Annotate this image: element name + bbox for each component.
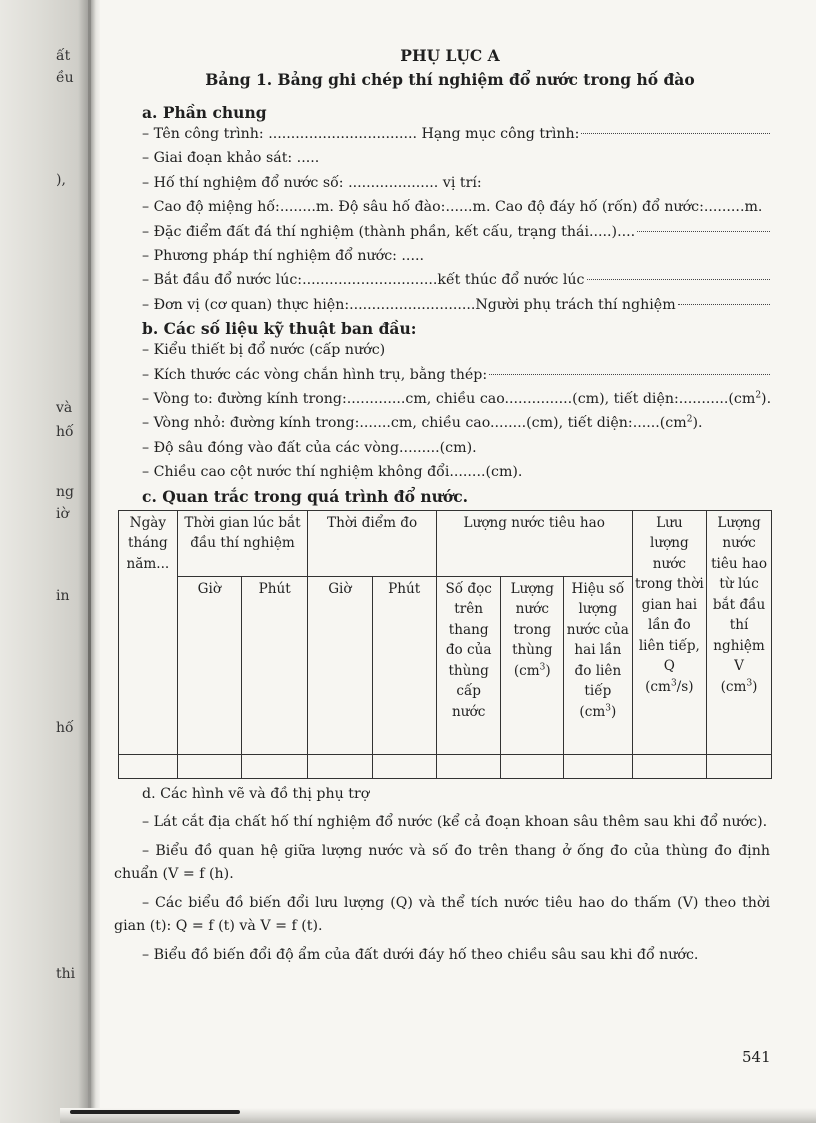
section-a-heading: a. Phần chung: [142, 103, 267, 122]
header-minute: Phút: [241, 576, 307, 754]
header-flow: Lưu lượng nước trong thời gian hai lần đo liên tiếp, Q $(cm^3/s)$: [632, 510, 707, 754]
page-bottom-edge: [70, 1110, 240, 1114]
large-ring-line: – Vòng to: đường kính trong:.............cm, chiều cao...............(cm), tiết $diện:...........(cm^2)$.: [142, 390, 772, 408]
margin-fragment: hố: [56, 424, 74, 440]
margin-fragment: ất: [56, 48, 71, 64]
margin-fragment: hố: [56, 720, 74, 736]
margin-fragment: ng: [56, 484, 74, 500]
header-hour: Giờ: [177, 576, 241, 754]
ring-size-line: – Kích thước các vòng chắn hình trụ, bằng thép:: [142, 363, 772, 387]
header-total: Lượng nước tiêu hao từ lúc bắt đầu thí nghiệm V $(cm^3)$: [707, 510, 772, 754]
margin-fragment: in: [56, 588, 70, 604]
header-hour-2: Giờ: [308, 576, 372, 754]
header-minute-2: Phút: [372, 576, 436, 754]
header-tank-amount: Lượng nước trong thùng $(cm^3)$: [501, 576, 564, 754]
page-number: 541: [742, 1048, 771, 1066]
soil-characteristics-line: – Đặc điểm đất đá thí nghiệm (thành phần, kết cấu, trạng thái.....)....: [142, 220, 772, 244]
table-row: [119, 754, 772, 778]
appendix-title: PHỤ LỤC A: [400, 46, 500, 65]
section-b-heading: b. Các số liệu kỹ thuật ban đầu:: [142, 319, 417, 339]
margin-fragment: thi: [56, 966, 76, 982]
table-title: Bảng 1. Bảng ghi chép thí nghiệm đổ nước trong hố đào: [205, 70, 695, 89]
header-consumption: Lượng nước tiêu hao: [436, 510, 632, 576]
elevation-line: – Cao độ miệng hố:........m. Độ sâu hố đào:......m. Cao độ đáy hố (rốn) đổ nước:.........m.: [142, 199, 763, 216]
small-ring-line: – Vòng nhỏ: đường kính trong:.......cm, chiều cao........(cm), tiết $diện:......(cm^2)$.: [142, 414, 703, 432]
ring-depth-line: – Độ sâu đóng vào đất của các vòng.........(cm).: [142, 439, 477, 456]
test-pit-line: – Hố thí nghiệm đổ nước số: .................... vị trí:: [142, 174, 482, 191]
margin-fragment: iờ: [56, 506, 69, 522]
header-date: Ngày tháng năm...: [119, 510, 178, 754]
book-gutter: [0, 0, 100, 1123]
margin-fragment: ),: [56, 172, 66, 188]
equipment-type-line: – Kiểu thiết bị đổ nước (cấp nước): [142, 342, 386, 359]
margin-fragment: và: [56, 400, 73, 416]
section-d-heading: d. Các hình vẽ và đồ thị phụ trợ: [142, 785, 370, 802]
figure-item-1: – Lát cắt địa chất hố thí nghiệm đổ nước (kể cả đoạn khoan sâu thêm sau khi đổ nước).: [142, 813, 768, 830]
gutter-shadow: [88, 0, 91, 1123]
section-c-heading: c. Quan trắc trong quá trình đổ nước.: [142, 486, 469, 506]
header-measure-time: Thời điểm đo: [308, 510, 437, 576]
project-name-line: – Tên công trình: ................................. Hạng mục công trình:: [142, 122, 772, 146]
margin-fragment: ều: [56, 70, 74, 86]
document-page: [100, 40, 800, 967]
observation-table: [118, 510, 772, 779]
executing-unit-line: – Đơn vị (cơ quan) thực hiện:............................Người phụ trách thí nghiệm: [142, 293, 772, 317]
method-line: – Phương pháp thí nghiệm đổ nước: .....: [142, 248, 424, 265]
start-end-time-line: – Bắt đầu đổ nước lúc:..............................kết thúc đổ nước lúc: [142, 268, 772, 292]
figure-item-4: – Biểu đồ biến đổi độ ẩm của đất dưới đáy hố theo chiều sâu sau khi đổ nước.: [142, 946, 699, 963]
figure-item-3: – Các biểu đồ biến đổi lưu lượng (Q) và thể tích nước tiêu hao do thấm (V) theo thời gian (t): Q = f (t) và V = f (t).: [114, 894, 770, 934]
figure-item-2: – Biểu đồ quan hệ giữa lượng nước và số đo trên thang ở ống đo của thùng đo định chuẩn (V = f (h).: [114, 842, 770, 882]
header-start-time: Thời gian lúc bắt đầu thí nghiệm: [177, 510, 308, 576]
header-reading: Số đọc trên thang đo của thùng cấp nước: [436, 576, 501, 754]
survey-phase-line: – Giai đoạn khảo sát: .....: [142, 150, 320, 167]
water-column-line: – Chiều cao cột nước thí nghiệm không đổi........(cm).: [142, 464, 523, 481]
header-difference: Hiệu số lượng nước của hai lần đo liên tiếp $(cm^3)$: [564, 576, 632, 754]
